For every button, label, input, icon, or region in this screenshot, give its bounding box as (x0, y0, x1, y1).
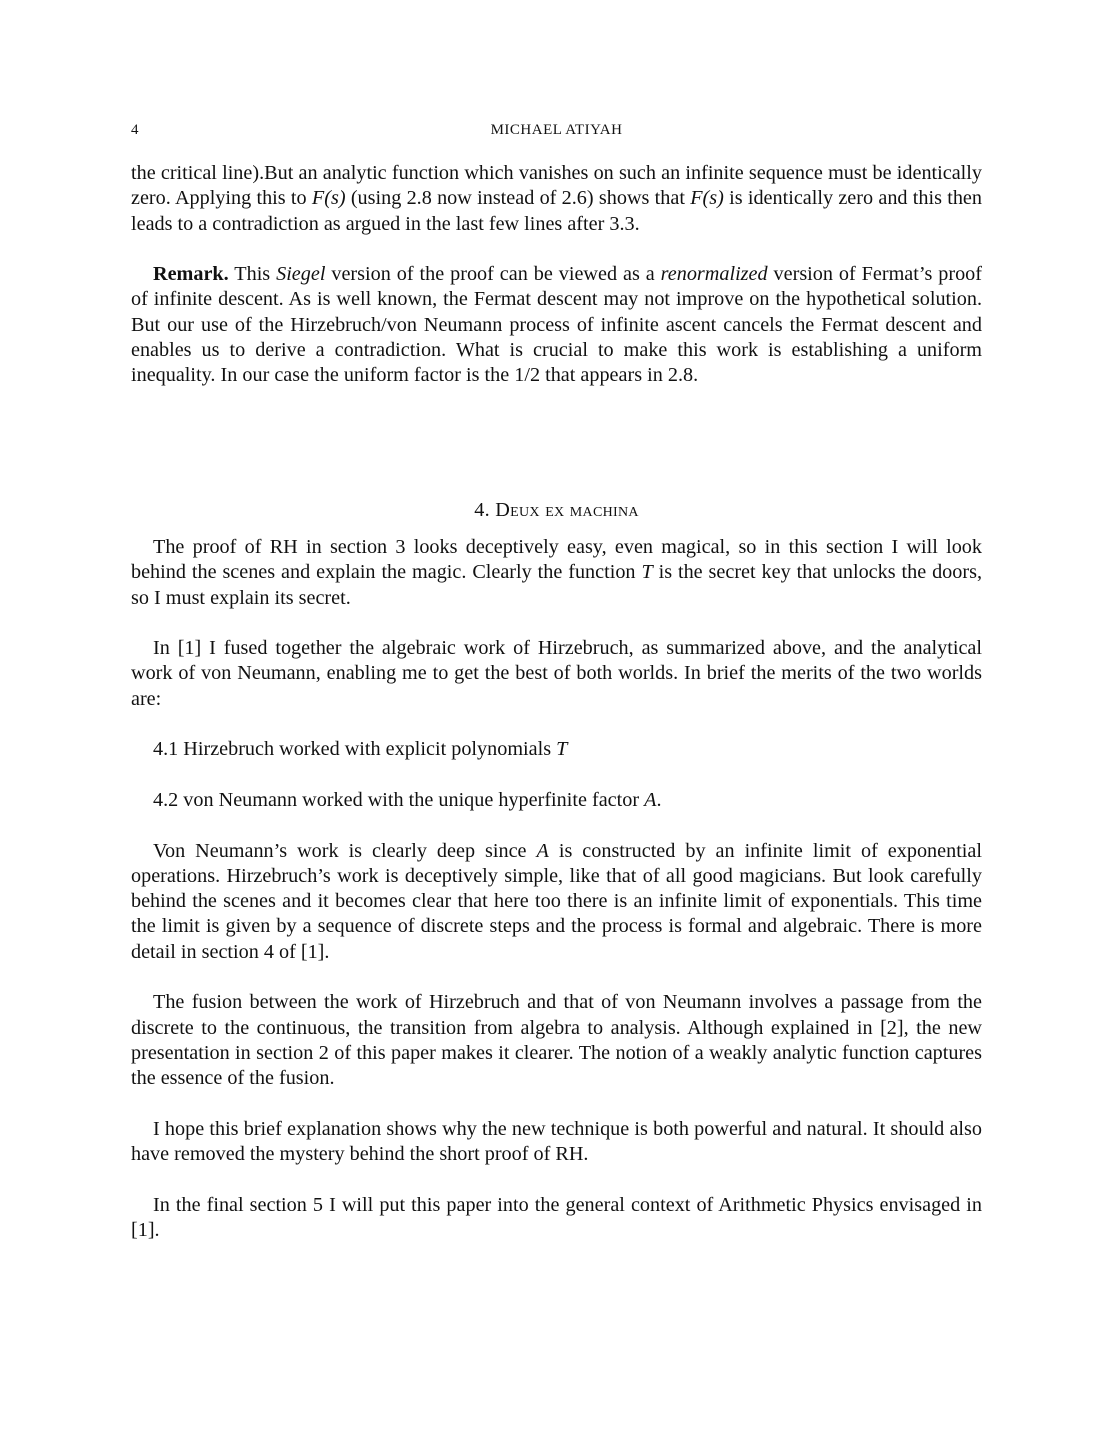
text: the critical line).But an analytic function which vanishes on such an infinite sequence must be identically zero. Applying this to (131, 162, 982, 210)
text: Von Neumann’s work is clearly deep since (153, 839, 537, 862)
math-T: T (641, 561, 653, 584)
paragraph-fusion: The fusion between the work of Hirzebruch and that of von Neumann involves a passage from the discrete to the continuous, the transition from algebra to analysis. Although explained in [2], the new presentation in section 2 of this paper makes it clearer. The notion of a weakly analytic function captures the essence of the fusion. (131, 991, 982, 1090)
text: version of Fermat’s proof of infinite descent. As is well known, the Fermat descent may not improve on the hypothetical solution. But our use of the Hirzebruch/von Neumann process of infinite ascent cancels the Fermat descent and enables us to derive a contradiction. What is crucial to make this work is establishing a uniform inequality. In our case the uniform factor is the 1/2 that appears in 2.8. (131, 263, 982, 387)
page-number: 4 (131, 122, 139, 138)
text: version of the proof can be viewed as a (325, 263, 661, 286)
math-A: A (644, 788, 657, 811)
text: The proof of RH in section 3 looks deceptively easy, even magical, so in this section I will look behind the scenes and explain the magic. Clearly the function (131, 535, 982, 584)
remark-label: Remark. (153, 263, 229, 286)
text: . (656, 788, 662, 811)
running-title: MICHAEL ATIYAH (490, 122, 623, 138)
paragraph-fusion-intro: In [1] I fused together the algebraic work of Hirzebruch, as summarized above, and the analytical work of von Neumann, enabling me to get the best of both worlds. In brief the merits of the two worlds are: (131, 637, 982, 710)
text: (using 2.8 now instead of 2.6) shows that (345, 187, 691, 210)
paragraph-von-neumann (131, 839, 982, 965)
paragraph-intro (131, 535, 982, 611)
paragraph-continuation (131, 161, 982, 237)
item-4-2 (131, 788, 982, 813)
math-A: A (536, 839, 549, 862)
text: is constructed by an infinite limit of exponential operations. Hirzebruch’s work is deceptively simple, like that of all good magicians. But look carefully behind the scenes and it becomes clear that here too there is an infinite limit of exponentials. This time the limit is given by a sequence of discrete steps and the process is formal and algebraic. There is more detail in section 4 of [1]. (131, 839, 982, 963)
math-F-of-s: F(s) (690, 187, 724, 210)
paragraph-explanation: I hope this brief explanation shows why the new technique is both powerful and natural. It should also have removed the mystery behind the short proof of RH. (131, 1117, 982, 1166)
emphasis-siegel: Siegel (276, 263, 326, 286)
math-T: T (556, 738, 568, 761)
paragraph-final: In the final section 5 I will put this paper into the general context of Arithmetic Physics envisaged in [1]. (131, 1193, 982, 1241)
text: 4.2 von Neumann worked with the unique hyperfinite factor (153, 788, 645, 811)
section-heading: 4. Deux ex machina (474, 498, 639, 521)
page-header (131, 122, 982, 144)
math-F-of-s: F(s) (311, 187, 346, 210)
text: is identically zero and this then leads to a contradiction as argued in the last few lines after 3.3. (131, 187, 982, 235)
page-body (131, 161, 982, 1269)
remark-paragraph (131, 262, 982, 388)
emphasis-renormalized: renormalized (660, 263, 768, 286)
text: is the secret key that unlocks the doors, so I must explain its secret. (131, 561, 982, 609)
item-4-1 (131, 737, 982, 762)
text: This (228, 263, 277, 286)
text: 4.1 Hirzebruch worked with explicit polynomials (153, 738, 557, 761)
